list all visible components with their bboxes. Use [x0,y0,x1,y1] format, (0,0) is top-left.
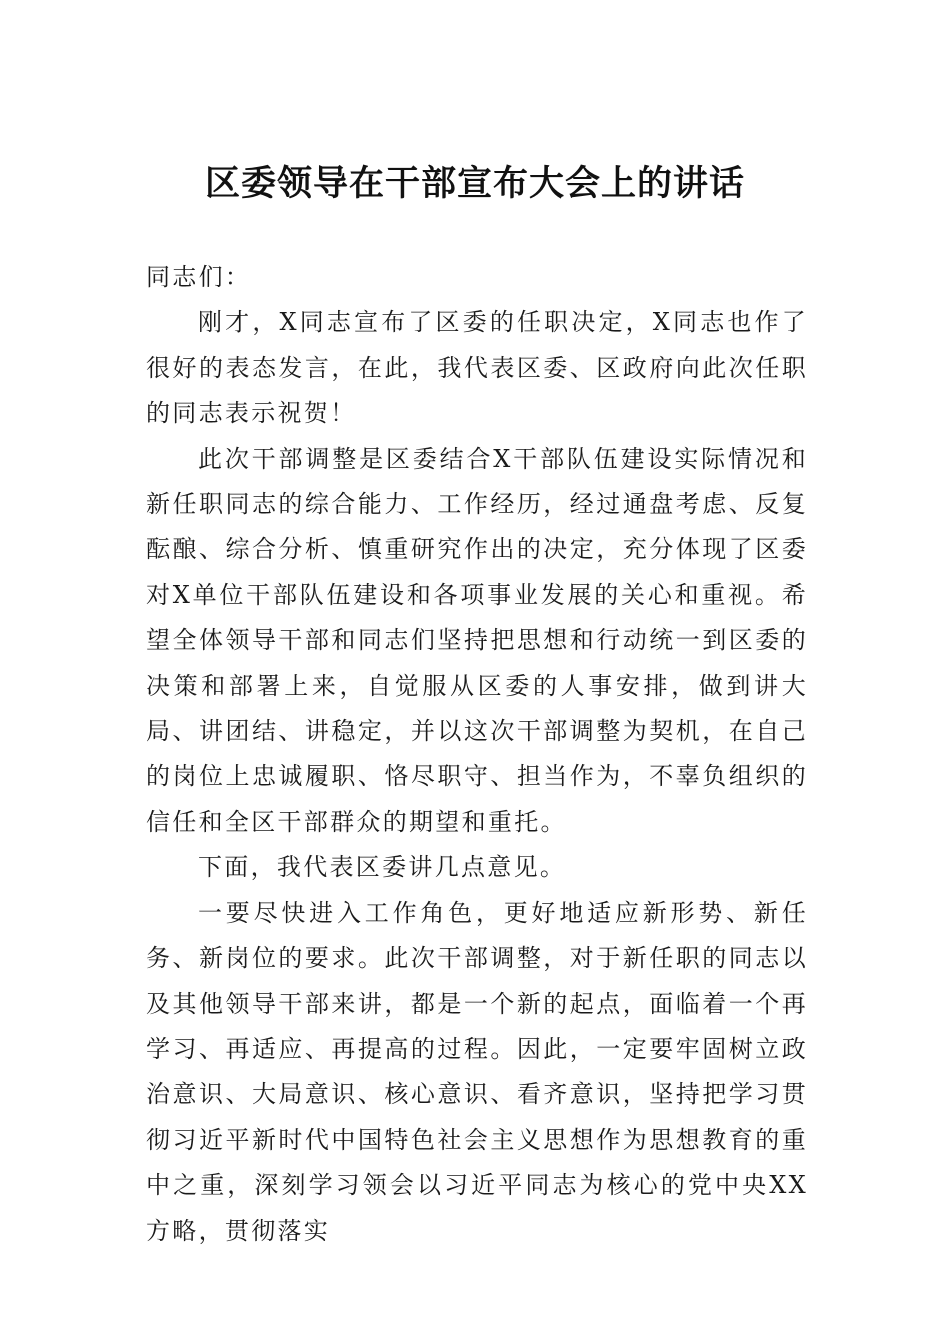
document-title: 区委领导在干部宣布大会上的讲话 [204,163,745,204]
paragraph-first-point: 一要尽快进入工作角色，更好地适应新形势、新任务、新岗位的要求。此次干部调整，对于新任职的同志以及其他领导干部来讲，都是一个新的起点，面临着一个再学习、再适应、再提高的过程。因此，一定要牢固树立政治意识、大局意识、核心意识、看齐意识，坚持把学习贯彻习近平新时代中国特色社会主义思想作为思想教育的重中之重，深刻学习领会以习近平同志为核心的党中央XX方略，贯彻落实 [146,898,808,1245]
document-body [146,255,808,1254]
paragraph-congratulation: 刚才，X同志宣布了区委的任职决定，X同志也作了很好的表态发言，在此，我代表区委、区政府向此次任职的同志表示祝贺！ [146,308,808,428]
paragraph-transition: 下面，我代表区委讲几点意见。 [198,853,567,882]
salutation: 同志们： [146,263,252,291]
paragraph-adjustment: 此次干部调整是区委结合X干部队伍建设实际情况和新任职同志的综合能力、工作经历，经过通盘考虑、反复酝酿、综合分析、慎重研究作出的决定，充分体现了区委对X单位干部队伍建设和各项事业发展的关心和重视。希望全体领导干部和同志们坚持把思想和行动统一到区委的决策和部署上来，自觉服从区委的人事安排，做到讲大局、讲团结、讲稳定，并以这次干部调整为契机，在自己的岗位上忠诚履职、恪尽职守、担当作为，不辜负组织的信任和全区干部群众的期望和重托。 [146,444,808,836]
